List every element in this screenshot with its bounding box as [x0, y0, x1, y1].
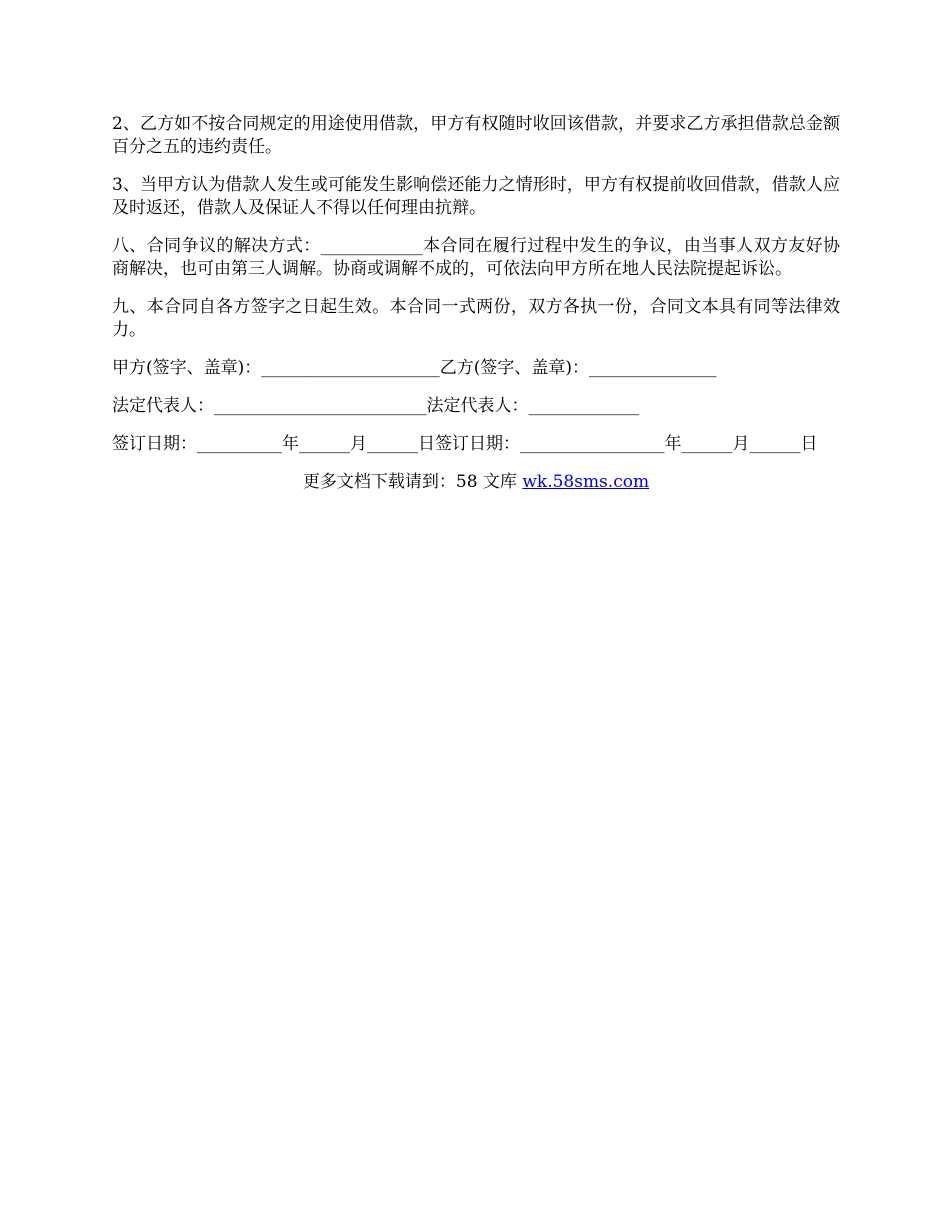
- clause-3-paragraph: 3、当甲方认为借款人发生或可能发生影响偿还能力之情形时，甲方有权提前收回借款，借款人应及时返还，借款人及保证人不得以任何理由抗辩。: [112, 175, 840, 218]
- footer-link[interactable]: wk.58sms.com: [522, 472, 650, 492]
- dispute-resolution-paragraph: 八、合同争议的解决方式：____________本合同在履行过程中发生的争议，由当事人双方友好协商解决，也可由第三人调解。协商或调解不成的，可依法向甲方所在地人民法院提起诉讼。: [112, 236, 840, 279]
- signature-line: 甲方(签字、盖章)：_____________________乙方(签字、盖章)：_______________: [112, 358, 717, 378]
- footer-note: [112, 471, 840, 494]
- clause-2-paragraph: 2、乙方如不按合同规定的用途使用借款，甲方有权随时收回该借款，并要求乙方承担借款总金额百分之五的违约责任。: [112, 114, 840, 157]
- effectiveness-paragraph: 九、本合同自各方签字之日起生效。本合同一式两份，双方各执一份，合同文本具有同等法律效力。: [112, 297, 840, 340]
- document-body: [112, 113, 840, 494]
- signing-date-line: 签订日期：__________年______月______日签订日期：_________________年______月______日: [112, 434, 818, 454]
- legal-representative-line: 法定代表人：_________________________法定代表人：_____________: [112, 396, 639, 416]
- footer-text: 更多文档下载请到：58 文库: [302, 472, 523, 492]
